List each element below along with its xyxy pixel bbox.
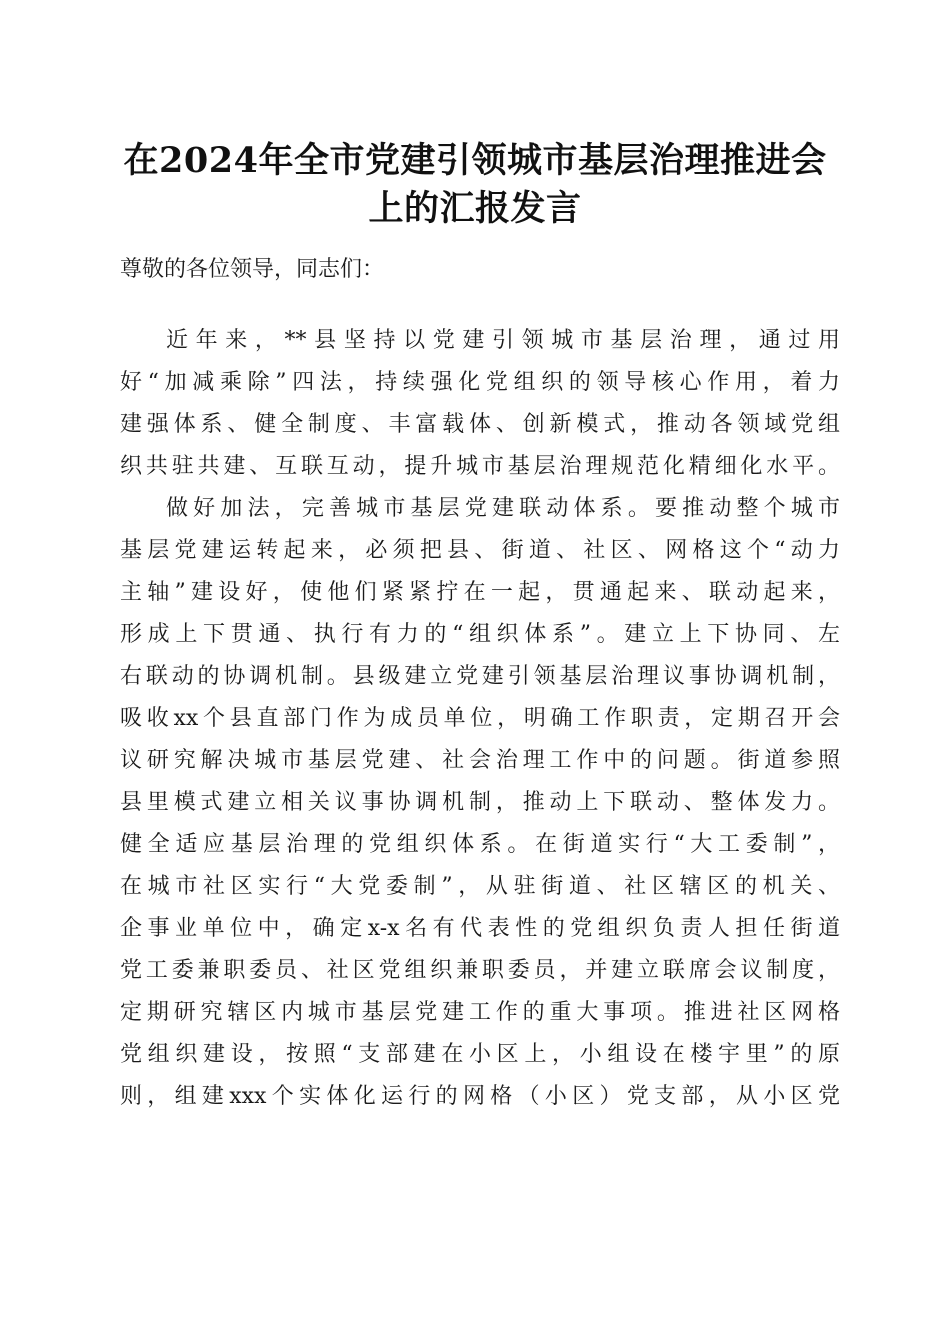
document-body <box>120 320 840 1118</box>
greeting: 尊敬的各位领导，同志们： <box>120 257 385 282</box>
paragraph-line: 议研究解决城市基层党建、社会治理工作中的问题。街道参照 <box>120 748 840 773</box>
paragraph-line: 健全适应基层治理的党组织体系。在街道实行“大工委制”， <box>120 832 840 857</box>
paragraph-intro <box>120 320 840 488</box>
paragraph-line: 建强体系、健全制度、丰富载体、创新模式，推动各领域党组 <box>120 412 840 437</box>
paragraph-line: 织共驻共建、互联互动，提升城市基层治理规范化精细化水平。 <box>120 454 840 479</box>
document-title-line-1: 在2024年全市党建引领城市基层治理推进会 <box>123 140 827 181</box>
paragraph-line: 做好加法，完善城市基层党建联动体系。要推动整个城市 <box>166 496 840 521</box>
paragraph-line: 近年来，**县坚持以党建引领城市基层治理，通过用 <box>166 328 840 353</box>
paragraph-line: 吸收xx个县直部门作为成员单位，明确工作职责，定期召开会 <box>120 706 840 731</box>
paragraph-line: 主轴”建设好，使他们紧紧拧在一起，贯通起来、联动起来， <box>120 580 840 605</box>
paragraph-line: 县里模式建立相关议事协调机制，推动上下联动、整体发力。 <box>120 790 840 815</box>
paragraph-line: 形成上下贯通、执行有力的“组织体系”。建立上下协同、左 <box>120 622 840 647</box>
paragraph-line: 党工委兼职委员、社区党组织兼职委员，并建立联席会议制度， <box>120 958 840 983</box>
paragraph-line: 好“加减乘除”四法，持续强化党组织的领导核心作用，着力 <box>120 370 840 395</box>
paragraph-line: 右联动的协调机制。县级建立党建引领基层治理议事协调机制， <box>120 664 840 689</box>
paragraph-line: 定期研究辖区内城市基层党建工作的重大事项。推进社区网格 <box>120 1000 840 1025</box>
greeting-block <box>120 249 840 291</box>
paragraph-line: 在城市社区实行“大党委制”，从驻街道、社区辖区的机关、 <box>120 874 840 899</box>
paragraph-line: 企事业单位中，确定x-x名有代表性的党组织负责人担任街道 <box>120 916 840 941</box>
document-title-line-2: 上的汇报发言 <box>368 188 582 229</box>
paragraph-line: 则，组建xxx个实体化运行的网格（小区）党支部，从小区党 <box>120 1084 840 1109</box>
paragraph-line: 党组织建设，按照“支部建在小区上，小组设在楼宇里”的原 <box>120 1042 840 1067</box>
paragraph-addition <box>120 488 840 1118</box>
paragraph-line: 基层党建运转起来，必须把县、街道、社区、网格这个“动力 <box>120 538 840 563</box>
